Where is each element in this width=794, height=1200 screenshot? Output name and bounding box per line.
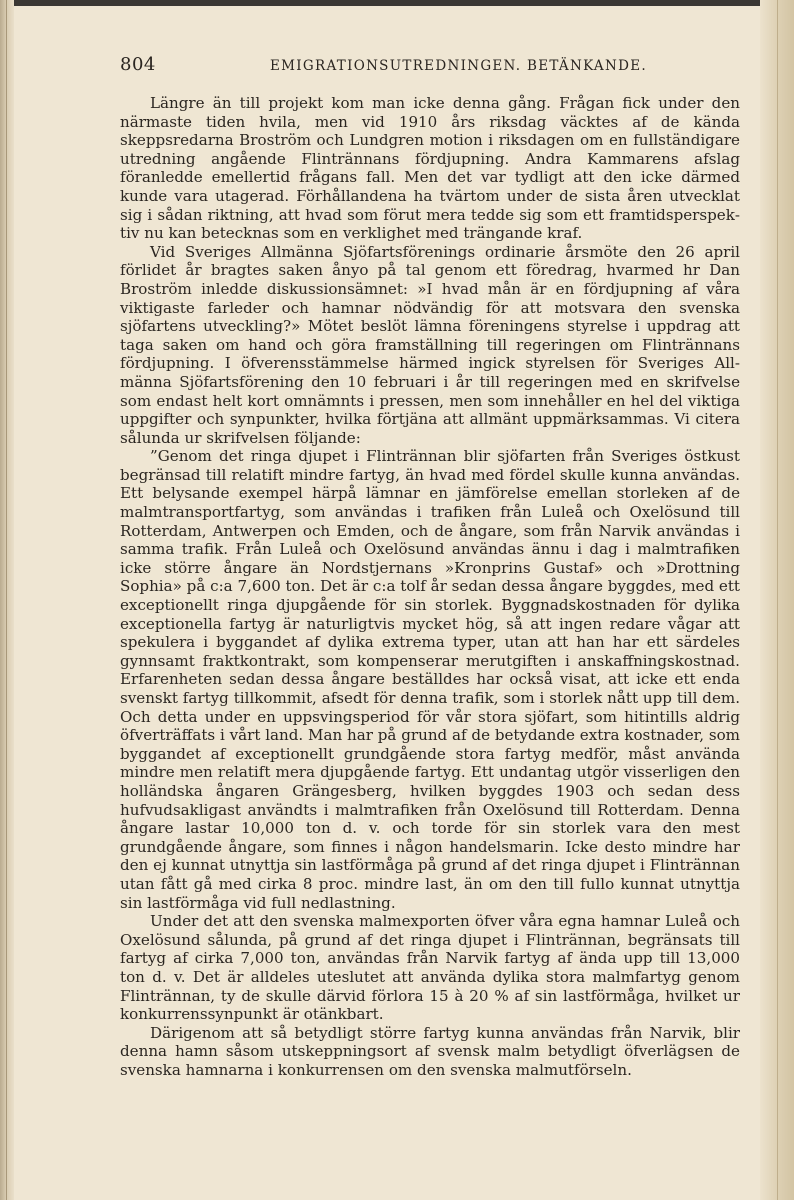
paragraph-quote: ”Genom det ringa djupet i Flintrännan blir sjöfarten från Sveriges östkust begränsad till relatift mindre fartyg, än hvad med fördel skulle kunna användas. Ett belysande exempel härpå lämnar en jämförelse emellan storleken af de malmtransportfartyg, som användas i trafiken från Luleå och Oxelösund till Rotterdam, Antwerpen och Emden, och de ångare, som från Narvik användas i samma trafik. Från Luleå och Oxelösund användas ännu i dag i malmtrafiken icke större ångare än Nordstjernans »Kronprins Gustaf» och »Drottning Sophia» på c:a 7,600 ton. Det är c:a tolf år sedan dessa ångare byggdes, med ett exceptionellt ringa djupgående för sin storlek. Byggnadskostnaden för dylika exceptionella fartyg är naturligtvis mycket hög, så att ingen redare vågar att spekulera i byggandet af dylika extrema typer, utan att han har ett särdeles gynnsamt fraktkontrakt, som kompenserar merutgiften i anskaffningskostnad. Erfarenheten sedan dessa ångare beställdes har också visat, att icke ett enda svenskt fartyg tillkommit, afsedt för denna trafik, som i storlek nått upp till dem. Och detta under en uppsvingsperiod för vår stora sjöfart, som hitintills aldrig öfverträffats i vårt land. Man har på grund af de betydande extra kostnader, som byggandet af exceptionellt grundgående stora fartyg medför, måst använda mindre men relatift mera djupgående fartyg. Ett undantag utgör visserligen den holländska ångaren Grängesberg, hvilken byggdes 1903 och sedan dess hufvudsakligast användts i malmtrafiken från Oxelösund till Rotterdam. Denna ångare lastar 10,000 ton d. v. och torde för sin storlek vara den mest grundgående ångare, som finnes i någon handelsmarin. Icke desto mindre har den ej kunnat utnyttja sin lastförmåga på grund af det ringa djupet i Flintrännan utan fått gå med cirka 8 proc. mindre last, än om den till fullo kunnat utnyttja sin lastförmåga vid full nedlastning. xyxy=(120,447,740,912)
page-top-shadow xyxy=(0,0,794,6)
running-head: EMIGRATIONSUTREDNINGEN. BETÄNKANDE. xyxy=(270,58,647,74)
binding-edge xyxy=(0,0,14,1200)
paragraph: Vid Sveriges Allmänna Sjöfartsförenings ordinarie årsmöte den 26 april förlidet år bragtes saken ånyo på tal genom ett föredrag, hvarmed hr Dan Broström inledde diskussionsämnet: »I hvad mån är en fördjupning af våra viktigaste farleder och hamnar nödvändig för att motsvara den svenska sjöfartens utveckling?» Mötet beslöt lämna föreningens styrelse i uppdrag att taga saken om hand och göra framställning till regeringen om Flintrännans fördjupning. I öfverensstämmelse härmed ingick styrelsen för Sveriges Allmänna Sjöfartsförening den 10 februari i år till regeringen med en skrifvelse som endast helt kort omnämnts i pressen, men som innehåller en hel del viktiga uppgifter och synpunkter, hvilka förtjäna att allmänt uppmärksammas. Vi citera sålunda ur skrifvelsen följande: xyxy=(120,242,740,447)
page-header xyxy=(120,54,740,88)
body-text xyxy=(120,94,740,1079)
document-page xyxy=(120,54,740,1079)
page-number: 804 xyxy=(120,54,156,75)
page-outer-line xyxy=(777,0,778,1200)
paragraph: Längre än till projekt kom man icke denna gång. Frågan fick under den närmaste tiden hvila, men vid 1910 års riksdag väcktes af de kända skeppsredarna Broström och Lundgren motion i riksdagen om en fullständigare utredning angående Flintrännans fördjupning. Andra Kammarens afslag föranledde emellertid frågans fall. Men det var tydligt att den icke därmed kunde vara utagerad. Förhållandena ha tvärtom under de sista åren utvecklat sig i sådan riktning, att hvad som förut mera tedde sig som ett framtidsperspektiv nu kan betecknas som en verklighet med trängande kraf. xyxy=(120,94,740,243)
binding-line xyxy=(6,0,7,1200)
paragraph: Därigenom att så betydligt större fartyg kunna användas från Narvik, blir denna hamn såsom utskeppningsort af svensk malm betydligt öfverlägsen de svenska hamnarna i konkurrensen om den svenska malmutförseln. xyxy=(120,1023,740,1079)
paragraph: Under det att den svenska malmexporten öfver våra egna hamnar Luleå och Oxelösund sålunda, på grund af det ringa djupet i Flintrännan, begränsats till fartyg af cirka 7,000 ton, användas från Narvik fartyg af ända upp till 13,000 ton d. v. Det är alldeles uteslutet att använda dylika stora malmfartyg genom Flintrännan, ty de skulle därvid förlora 15 à 20 % af sin lastförmåga, hvilket ur konkurrenssynpunkt är otänkbart. xyxy=(120,912,740,1024)
